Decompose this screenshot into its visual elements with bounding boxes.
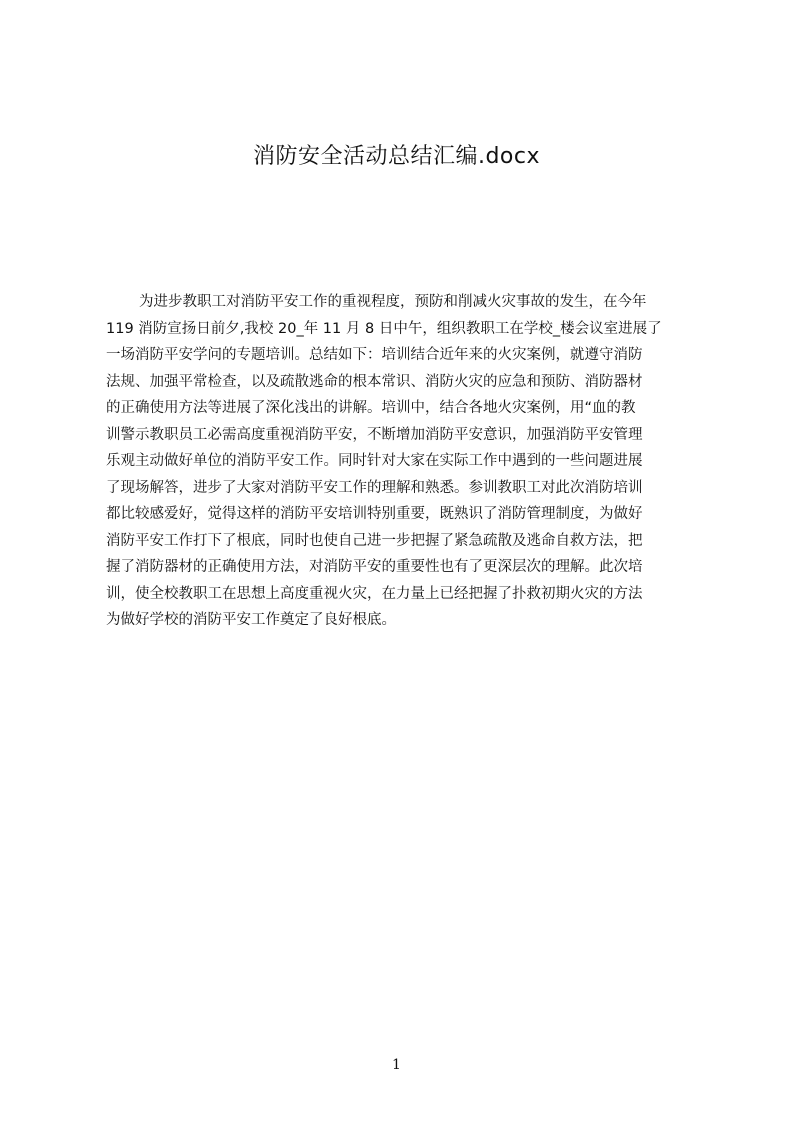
paragraph-line: 为做好学校的消防平安工作奠定了良好根底。 xyxy=(106,612,396,628)
paragraph-line: 一场消防平安学问的专题培训。总结如下：培训结合近年来的火灾案例，就遵守消防 xyxy=(106,347,643,363)
paragraph-line: 119 消防宣扬日前夕,我校 20_年 11 月 8 日中午，组织教职工在学校_楼会议室进展了 xyxy=(106,320,662,337)
paragraph-line: 握了消防器材的正确使用方法，对消防平安的重要性也有了更深层次的理解。此次培 xyxy=(106,559,643,575)
paragraph-line: 法规、加强平常检查，以及疏散逃命的根本常识、消防火灾的应急和预防、消防器材 xyxy=(106,373,643,390)
page-number: 1 xyxy=(392,1057,401,1073)
paragraph-line: 了现场解答，进步了大家对消防平安工作的理解和熟悉。参训教职工对此次消防培训 xyxy=(106,479,643,496)
paragraph-line: 消防平安工作打下了根底，同时也使自己进一步把握了紧急疏散及逃命自救方法，把 xyxy=(106,532,643,549)
paragraph-line: 训警示教职员工必需高度重视消防平安，不断增加消防平安意识，加强消防平安管理 xyxy=(106,426,643,443)
paragraph-line: 为进步教职工对消防平安工作的重视程度，预防和削减火灾事故的发生，在今年 xyxy=(139,294,647,310)
paragraph-line: 的正确使用方法等进展了深化浅出的讲解。培训中，结合各地火灾案例，用“血的教 xyxy=(106,400,636,416)
paragraph-line: 乐观主动做好单位的消防平安工作。同时针对大家在实际工作中遇到的一些问题进展 xyxy=(106,453,643,469)
paragraph-line: 都比较感爱好，觉得这样的消防平安培训特别重要，既熟识了消防管理制度，为做好 xyxy=(106,506,643,522)
body-paragraph xyxy=(106,289,700,634)
document-title: 消防安全活动总结汇编.docx xyxy=(252,144,541,169)
paragraph-line: 训，使全校教职工在思想上高度重视火灾，在力量上已经把握了扑救初期火灾的方法 xyxy=(106,585,643,602)
